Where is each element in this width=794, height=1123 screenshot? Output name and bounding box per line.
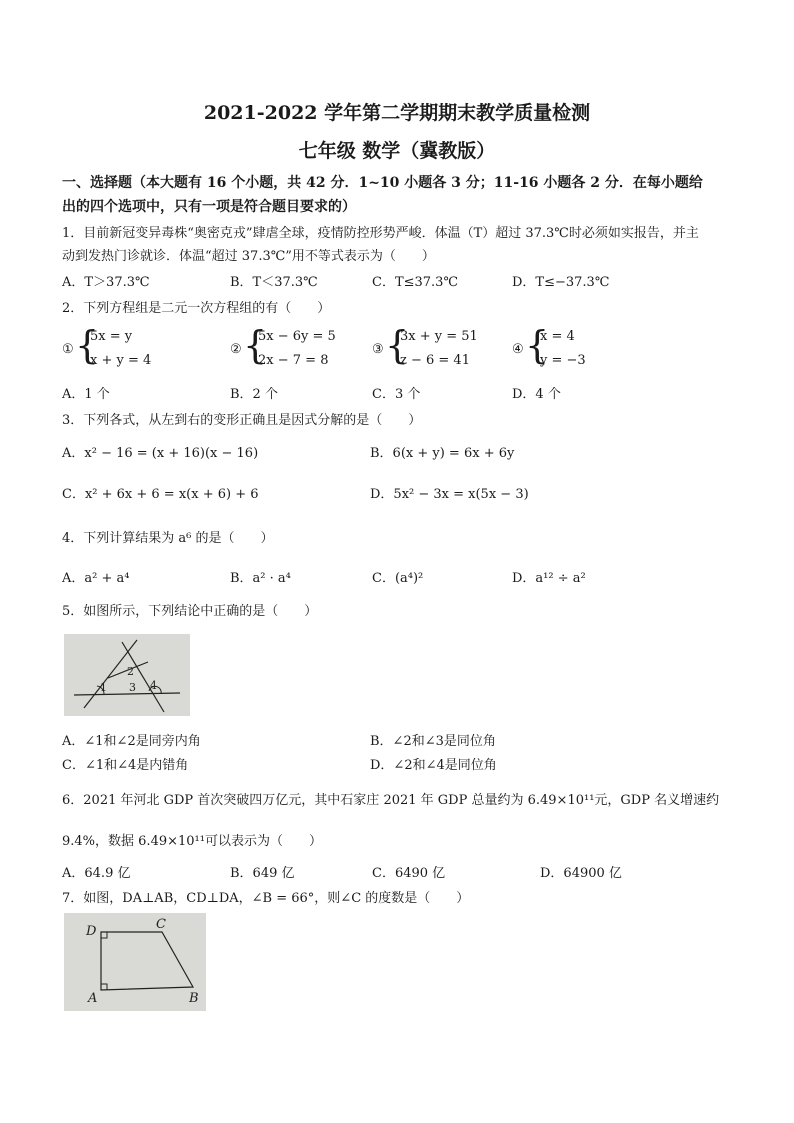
q5-option-b: B．∠2和∠3是同位角	[370, 734, 496, 749]
q1-option-c: C．T≤37.3℃	[372, 275, 458, 290]
q4-option-d: D．a¹² ÷ a²	[512, 571, 586, 586]
q4-option-c: C．(a⁴)²	[372, 571, 424, 586]
q3-option-b: B．6(x + y) = 6x + 6y	[370, 446, 515, 461]
exam-subtitle: 七年级 数学（冀教版）	[298, 140, 496, 162]
q4-option-b: B．a² · a⁴	[230, 571, 291, 586]
q6-stem-line2: 9.4%，数据 6.49×10¹¹可以表示为（ ）	[62, 834, 322, 849]
q7-vertex-d-label: D	[86, 924, 97, 939]
q2-system3-eq1: 3x + y = 51	[400, 329, 478, 344]
q7-stem: 7．如图，DA⊥AB，CD⊥DA，∠B = 66°，则∠C 的度数是（ ）	[62, 891, 470, 906]
q6-option-b: B．649 亿	[230, 866, 295, 881]
q2-system1-eq2: x + y = 4	[90, 353, 152, 368]
q2-system1-label: ①	[62, 342, 74, 357]
q7-figure-lines	[64, 913, 206, 1011]
q4-stem: 4．下列计算结果为 a⁶ 的是（ ）	[62, 531, 274, 546]
q2-stem: 2．下列方程组是二元一次方程组的有（ ）	[62, 301, 331, 316]
q2-system2-brace: {	[243, 323, 268, 367]
q7-figure	[64, 913, 206, 1011]
q5-angle-3-label: 3	[129, 681, 136, 694]
q2-option-c: C．3 个	[372, 387, 421, 402]
q7-vertex-c-label: C	[156, 917, 166, 932]
q5-option-c: C．∠1和∠4是内错角	[62, 758, 189, 773]
q5-figure	[64, 634, 190, 716]
q5-angle-1-label: 1	[100, 681, 107, 694]
q5-stem: 5．如图所示，下列结论中正确的是（ ）	[62, 604, 318, 619]
q2-system1-brace: {	[75, 323, 100, 367]
q2-system3-label: ③	[372, 342, 384, 357]
q2-system4-label: ④	[512, 342, 524, 357]
q2-system4-brace: {	[525, 323, 550, 367]
q2-system2-eq2: 2x − 7 = 8	[258, 353, 329, 368]
q2-system4-eq1: x = 4	[540, 329, 575, 344]
q3-option-c: C．x² + 6x + 6 = x(x + 6) + 6	[62, 487, 259, 502]
q6-stem-line1: 6．2021 年河北 GDP 首次突破四万亿元，其中石家庄 2021 年 GDP 总量约为 6.49×10¹¹元，GDP 名义增速约	[62, 793, 720, 808]
q1-stem-line1: 1．目前新冠变异毒株“奥密克戎”肆虐全球，疫情防控形势严峻．体温（T）超过 37.3℃时必须如实报告，并主	[62, 226, 699, 241]
q5-angle-2-label: 2	[127, 665, 134, 678]
q3-stem: 3．下列各式，从左到右的变形正确且是因式分解的是（ ）	[62, 413, 422, 428]
q2-option-a: A．1 个	[62, 387, 110, 402]
q5-option-d: D．∠2和∠4是同位角	[370, 758, 497, 773]
section-heading-line2: 出的四个选项中，只有一项是符合题目要求的）	[62, 199, 356, 215]
q2-system3-eq2: z − 6 = 41	[400, 353, 470, 368]
q5-option-a: A．∠1和∠2是同旁内角	[62, 734, 201, 749]
q6-option-a: A．64.9 亿	[62, 866, 131, 881]
q2-option-b: B．2 个	[230, 387, 278, 402]
q2-system1-eq1: 5x = y	[90, 329, 133, 344]
q1-option-d: D．T≤−37.3℃	[512, 275, 610, 290]
q2-system2-label: ②	[230, 342, 242, 357]
q4-option-a: A．a² + a⁴	[62, 571, 130, 586]
q7-vertex-b-label: B	[189, 991, 199, 1006]
q2-system4-eq2: y = −3	[540, 353, 586, 368]
q1-option-b: B．T＜37.3℃	[230, 275, 318, 290]
q3-option-d: D．5x² − 3x = x(5x − 3)	[370, 487, 529, 502]
q3-option-a: A．x² − 16 = (x + 16)(x − 16)	[62, 446, 259, 461]
q7-vertex-a-label: A	[88, 991, 98, 1006]
q2-option-d: D．4 个	[512, 387, 561, 402]
q6-option-c: C．6490 亿	[372, 866, 446, 881]
q1-stem-line2: 动到发热门诊就诊．体温“超过 37.3℃”用不等式表示为（ ）	[62, 249, 435, 264]
q2-system2-eq1: 5x − 6y = 5	[258, 329, 336, 344]
q1-option-a: A．T＞37.3℃	[62, 275, 150, 290]
q2-system3-brace: {	[385, 323, 410, 367]
q5-angle-4-label: 4	[150, 679, 157, 692]
exam-title: 2021-2022 学年第二学期期末教学质量检测	[203, 102, 591, 124]
section-heading-line1: 一、选择题（本大题有 16 个小题，共 42 分．1~10 小题各 3 分；11-16 小题各 2 分．在每小题给	[62, 175, 703, 191]
q6-option-d: D．64900 亿	[540, 866, 622, 881]
q5-figure-lines	[64, 634, 190, 716]
